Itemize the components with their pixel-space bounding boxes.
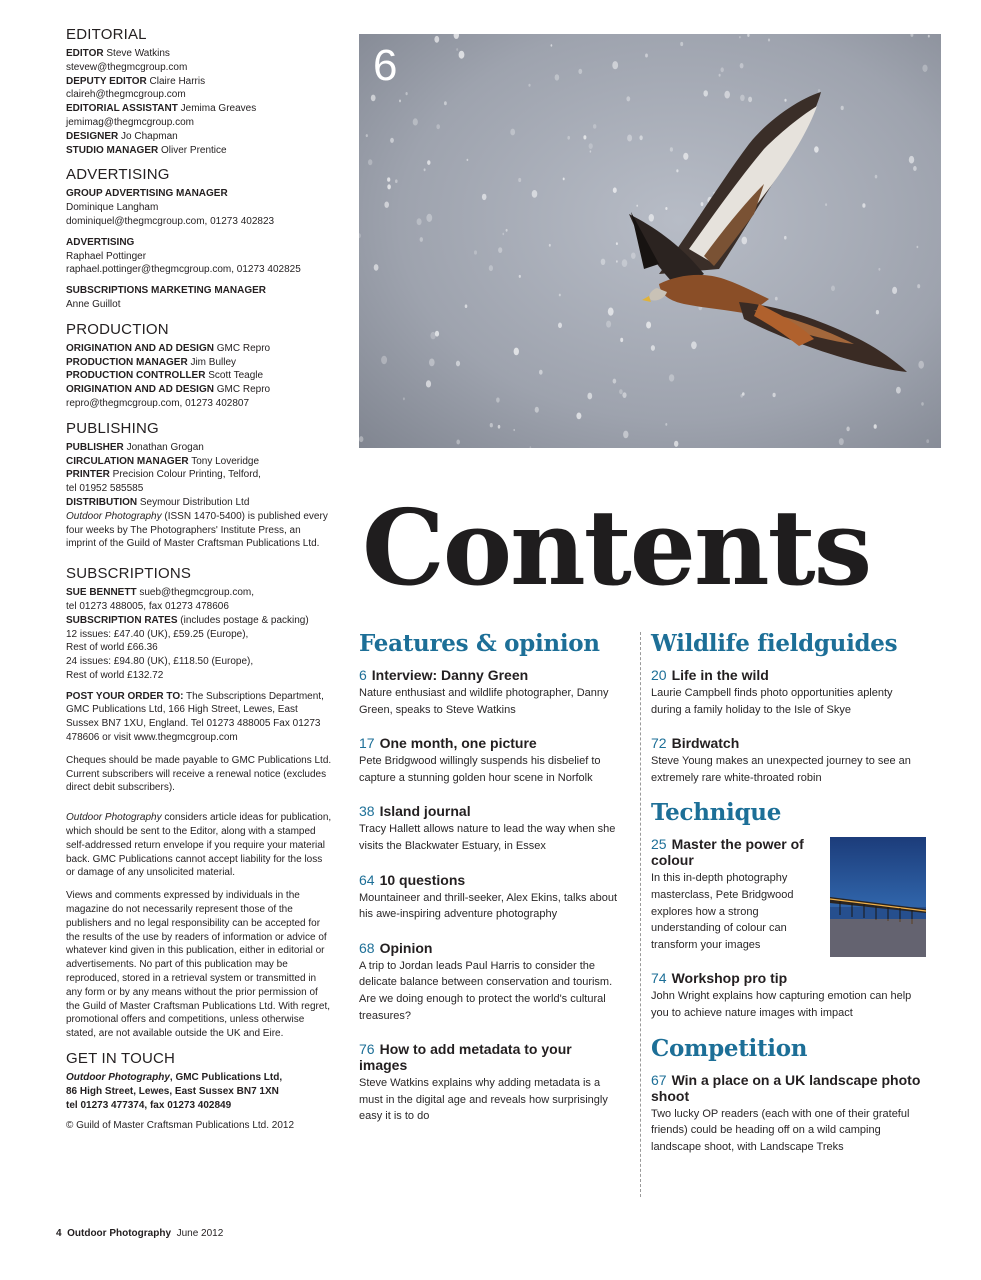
snowflake: [427, 160, 430, 165]
snowflake: [649, 214, 654, 222]
rates-list: [66, 628, 332, 683]
snowflake: [814, 146, 819, 152]
touch-line-2: 86 High Street, Lewes, East Sussex BN7 1XN: [66, 1085, 279, 1097]
credit-line: [66, 47, 332, 61]
wildlife-list: [651, 667, 926, 786]
snowflake: [368, 159, 372, 165]
rate-line: Rest of world £66.36: [66, 642, 158, 654]
snowflake: [593, 124, 596, 129]
footer-page-number: 4: [56, 1228, 62, 1239]
credit-value: GMC Repro: [213, 342, 271, 354]
item-page-number: 76: [359, 1041, 375, 1058]
credit-role: EDITORIAL ASSISTANT: [66, 103, 178, 115]
contents-item[interactable]: [651, 970, 926, 1021]
snowflake: [665, 207, 667, 210]
snowflake: [384, 202, 389, 208]
snowflake: [513, 429, 515, 431]
snowflake: [665, 423, 667, 426]
snowflake: [874, 424, 877, 429]
item-page-number: 64: [359, 871, 375, 888]
snowflake: [619, 389, 623, 394]
item-heading: [651, 667, 926, 683]
snowflake: [616, 260, 618, 262]
credit-value: Scott Teagle: [205, 370, 264, 382]
item-page-number: 38: [359, 803, 375, 820]
credit-role: EDITOR: [66, 48, 104, 59]
snowflake: [549, 244, 551, 247]
credit-value: stevew@thegmcgroup.com: [66, 61, 188, 73]
wildlife-heading: Wildlife fieldguides: [651, 630, 898, 657]
item-description: Steve Young makes an unexpected journey to see an extremely rare white-throated robin: [651, 755, 911, 784]
credit-role: DESIGNER: [66, 130, 119, 142]
credit-line: [66, 116, 332, 130]
item-description: Laurie Campbell finds photo opportunities aplenty during a family holiday to the Isle of Skye: [651, 687, 893, 716]
item-title: Master the power of colour: [651, 836, 804, 869]
features-list: [359, 667, 621, 1125]
snowflake: [613, 187, 617, 193]
ad-name: Raphael Pottinger: [66, 250, 147, 262]
credit-value: Claire Harris: [146, 75, 206, 87]
credit-role: DEPUTY EDITOR: [66, 75, 147, 87]
snowflake: [496, 397, 500, 402]
contents-item[interactable]: [651, 667, 926, 718]
snowflake: [381, 356, 387, 364]
snowflake: [436, 124, 440, 129]
competition-list: [651, 1072, 926, 1156]
snowflake: [528, 84, 530, 87]
snowflake: [921, 402, 924, 406]
credit-value: Jim Bulley: [187, 356, 237, 368]
credit-role: PRINTER: [66, 469, 110, 481]
snowflake: [555, 74, 560, 80]
item-description: Mountaineer and thrill-seeker, Alex Ekins, talks about his awe-inspiring adventure photography: [359, 891, 618, 921]
snowflake: [841, 106, 844, 110]
snowflake: [606, 321, 611, 328]
snowflake: [608, 308, 614, 316]
snowflake: [390, 138, 394, 143]
production-list: [66, 342, 332, 411]
snowflake: [387, 177, 390, 181]
snowflake: [701, 202, 704, 206]
snowflake: [467, 159, 469, 161]
credit-value: Steve Watkins: [103, 48, 170, 59]
snowflake: [518, 178, 521, 182]
sue-tel: tel 01273 488005, fax 01273 478606: [66, 600, 229, 612]
snowflake: [626, 96, 630, 101]
credit-line: [66, 144, 332, 158]
item-title: Win a place on a UK landscape photo shoot: [651, 1071, 921, 1104]
snowflake: [465, 304, 468, 308]
snowflake: [875, 175, 878, 179]
touch-line-1: Outdoor Photography, GMC Publications Ltd,: [66, 1072, 283, 1084]
cheques-note: Cheques should be made payable to GMC Publications Ltd. Current subscribers will receive a renewal notice (excludes direct debit subscribers).: [66, 754, 332, 794]
credit-line: [66, 61, 332, 75]
snowflake: [773, 393, 776, 397]
ad-contact: raphael.pottinger@thegmcgroup.com, 01273 402825: [66, 264, 301, 276]
snowflake: [532, 190, 538, 198]
snowflake: [748, 97, 752, 103]
snowflake: [876, 310, 879, 314]
snowflake: [825, 203, 827, 206]
snowflake: [909, 156, 914, 164]
snowflake: [429, 359, 435, 367]
snowflake: [456, 48, 458, 51]
snowflake: [612, 61, 618, 69]
contents-item[interactable]: [359, 803, 621, 854]
snowflake: [768, 39, 770, 42]
snowflake: [683, 153, 688, 160]
snowflake: [740, 95, 745, 101]
snowflake: [784, 236, 787, 240]
snowflake: [559, 294, 561, 297]
credit-role: DISTRIBUTION: [66, 496, 138, 508]
ad-group-name: Dominique Langham: [66, 202, 159, 214]
snowflake: [922, 65, 927, 72]
item-page-number: 67: [651, 1071, 667, 1088]
red-kite-in-snow-image: [359, 34, 941, 448]
credit-role: ORIGINATION AND AD DESIGN: [66, 384, 214, 396]
subs-mktg-title: SUBSCRIPTIONS MARKETING MANAGER: [66, 285, 267, 297]
credit-value: Jo Chapman: [118, 130, 178, 142]
snowflake: [878, 268, 880, 271]
subs-mktg-name: Anne Guillot: [66, 298, 121, 310]
snowflake: [613, 379, 617, 384]
item-description: John Wright explains how capturing emotion can help you to achieve nature images with impact: [651, 990, 912, 1019]
snowflake: [669, 374, 674, 381]
credit-role: PRODUCTION MANAGER: [66, 356, 188, 368]
item-title: Opinion: [379, 939, 433, 956]
views-note: Views and comments expressed by individuals in the magazine do not necessarily represent those of the publishers and no legal responsibility can be accepted for the results of the use by readers of information or advice of whatever kind given in this publication, either in editorial or advertisements. No part of this publication may be reproduced, stored in a retrieval system or transmitted in any form or by any means without the prior permission of the Guild of Master Craftsman Publications Ltd. With regret, promotional offers and competitions, unless otherwise stated, are not available outside the UK and Eire.: [66, 890, 330, 1040]
snowflake: [498, 425, 501, 429]
credit-line: [66, 482, 332, 496]
snowflake: [456, 440, 460, 445]
features-column: [359, 630, 621, 1142]
snowflake: [818, 89, 820, 92]
item-description: Two lucky OP readers (each with one of their grateful friends) could be heading off on a wild camping landscape shoot, with Landscape Treks: [651, 1107, 910, 1153]
snowflake: [567, 136, 570, 140]
credit-value: tel 01952 585585: [66, 483, 144, 495]
technique-block: [651, 836, 926, 1021]
item-title: Island journal: [379, 803, 471, 820]
snowflake: [456, 361, 460, 367]
credit-line: [66, 342, 332, 356]
snowflake: [631, 253, 636, 259]
item-title: 10 questions: [379, 871, 466, 888]
subscriptions-heading: SUBSCRIPTIONS: [66, 565, 192, 583]
sue-line: SUE BENNETT sueb@thegmcgroup.com,: [66, 587, 254, 599]
credit-value: GMC Repro: [213, 384, 271, 396]
publishing-note: Outdoor Photography (ISSN 1470-5400) is published every four weeks by The Photographers' Institute Press, an imprint of the Guild of Master Craftsman Publications Ltd.: [66, 510, 328, 550]
snowflake: [620, 338, 623, 342]
rate-line: 24 issues: £94.80 (UK), £118.50 (Europe),: [66, 656, 254, 668]
credit-value: Jemima Greaves: [177, 103, 257, 115]
snowflake: [917, 246, 919, 248]
item-description: Steve Watkins explains why adding metadata is a must in the digital age and reveals how surprisingly easy it is to do: [359, 1077, 608, 1123]
contents-item[interactable]: [651, 735, 926, 786]
technique-heading: Technique: [651, 799, 782, 827]
item-description: A trip to Jordan leads Paul Harris to consider the delicate balance between conservation and tourism. Are we doing enough to protect the world's cultural treasures?: [359, 959, 613, 1022]
item-heading: [651, 836, 823, 868]
snowflake: [406, 92, 408, 95]
snowflake: [721, 67, 724, 72]
snowflake: [703, 90, 708, 96]
snowflake: [831, 286, 835, 292]
snowflake: [590, 150, 592, 152]
credit-role: PRODUCTION CONTROLLER: [66, 370, 206, 382]
credit-line: [66, 397, 332, 411]
snowflake: [510, 129, 515, 136]
snowflake: [417, 218, 422, 225]
item-description: Nature enthusiast and wildlife photographer, Danny Green, speaks to Steve Watkins: [359, 687, 609, 716]
credit-line: [66, 88, 332, 102]
cover-page-number: 6: [373, 41, 398, 90]
snowflake: [670, 147, 673, 151]
snowflake: [645, 54, 648, 58]
credit-line: [66, 455, 332, 469]
snowflake: [435, 331, 439, 337]
rates-line: SUBSCRIPTION RATES (includes postage & packing): [66, 614, 309, 626]
item-title: One month, one picture: [379, 735, 537, 752]
advertising-heading: ADVERTISING: [66, 166, 170, 184]
item-description: In this in-depth photography masterclass, Pete Bridgwood explores how a strong understanding of colour can transform your images: [651, 872, 794, 951]
snowflake: [918, 361, 924, 369]
snowflake: [742, 237, 748, 245]
snowflake: [926, 439, 929, 443]
touch-line-3: tel 01273 477374, fax 01273 402849: [66, 1099, 232, 1111]
publishing-heading: PUBLISHING: [66, 419, 159, 437]
contents-item[interactable]: [359, 735, 621, 786]
snowflake: [587, 393, 592, 400]
editorial-heading: EDITORIAL: [66, 26, 147, 43]
contents-item[interactable]: [359, 940, 621, 1024]
snowflake: [420, 237, 423, 242]
snowflake: [403, 397, 405, 400]
page-footer: [56, 1228, 223, 1240]
publishing-list: [66, 441, 332, 510]
snowflake: [583, 135, 586, 139]
item-heading: [359, 872, 621, 888]
snowflake: [395, 179, 398, 183]
features-heading: Features & opinion: [359, 630, 600, 657]
item-title: Life in the wild: [671, 667, 769, 683]
credit-line: [66, 383, 332, 397]
item-title: Workshop pro tip: [671, 970, 788, 987]
item-heading: [359, 735, 621, 751]
snowflake: [366, 134, 368, 137]
credit-line: [66, 441, 332, 455]
snowflake: [589, 143, 593, 149]
footer-magazine: Outdoor Photography: [67, 1228, 172, 1239]
editorial-list: [66, 47, 332, 157]
snowflake: [775, 297, 778, 301]
post-order: POST YOUR ORDER TO: The Subscriptions Department, GMC Publications Ltd, 166 High Street, Lewes, East Sussex BN7 1XU, England. Tel 01273 488005 Fax 01273 478606 or visit www.thegmcgroup.com: [66, 690, 324, 744]
snowflake: [578, 69, 582, 74]
item-page-number: 25: [651, 836, 667, 853]
snowflake: [424, 168, 426, 171]
snowflake: [674, 441, 678, 447]
snowflake: [371, 95, 376, 102]
credit-value: Tony Loveridge: [188, 455, 260, 467]
copyright: © Guild of Master Craftsman Publications Ltd. 2012: [66, 1120, 295, 1132]
snowflake: [558, 323, 562, 329]
credit-line: [66, 75, 332, 89]
credit-value: Oliver Prentice: [158, 144, 227, 156]
snowflake: [917, 284, 920, 288]
snowflake: [616, 242, 618, 245]
item-page-number: 72: [651, 735, 667, 752]
contents-item[interactable]: [651, 1072, 926, 1156]
snowflake: [514, 348, 519, 356]
hero-photo-red-kite: [359, 34, 941, 448]
contents-title: Contents: [362, 486, 871, 609]
pier-at-dusk-thumbnail: [830, 837, 926, 957]
rate-line: Rest of world £132.72: [66, 669, 164, 681]
item-page-number: 17: [359, 735, 375, 752]
credit-line: [66, 369, 332, 383]
item-description: Pete Bridgwood willingly suspends his disbelief to capture a stunning golden hour scene in Norfolk: [359, 755, 601, 784]
snowflake: [563, 178, 565, 181]
snowflake: [896, 387, 901, 394]
credit-line: [66, 468, 332, 482]
snowflake: [862, 203, 865, 208]
snowflake: [474, 250, 477, 254]
credit-value: Seymour Distribution Ltd: [137, 496, 250, 508]
item-page-number: 74: [651, 970, 667, 987]
ad-group-title: GROUP ADVERTISING MANAGER: [66, 188, 228, 200]
snowflake: [502, 233, 504, 236]
item-heading: [651, 1072, 926, 1104]
item-heading: [651, 735, 926, 751]
item-page-number: 6: [359, 667, 367, 683]
credit-role: CIRCULATION MANAGER: [66, 455, 189, 467]
right-column: [651, 630, 926, 1172]
item-heading: [359, 940, 621, 956]
snowflake: [739, 36, 741, 38]
snowflake: [622, 259, 628, 267]
contents-item[interactable]: [359, 1041, 621, 1125]
credit-role: STUDIO MANAGER: [66, 144, 159, 156]
snowflake: [519, 275, 521, 278]
snowflake: [535, 407, 539, 413]
snowflake: [928, 35, 930, 38]
snowflake: [646, 322, 651, 329]
item-heading: [651, 970, 926, 986]
item-description: Tracy Hallett allows nature to lead the way when she visits the Blackwater Estuary, in Essex: [359, 823, 616, 852]
item-page-number: 68: [359, 939, 375, 956]
snowflake: [839, 438, 844, 445]
snowflake: [498, 247, 502, 253]
ad-group-contact: dominiquel@thegmcgroup.com, 01273 402823: [66, 215, 275, 227]
get-in-touch-heading: GET IN TOUCH: [66, 1050, 176, 1068]
ad-title: ADVERTISING: [66, 236, 135, 248]
snowflake: [846, 427, 849, 432]
snowflake: [374, 264, 379, 271]
credit-line: [66, 130, 332, 144]
snowflake: [482, 194, 487, 200]
snowflake: [489, 265, 493, 271]
credit-role: PUBLISHER: [66, 441, 124, 453]
snowflake: [434, 36, 439, 43]
item-page-number: 20: [651, 667, 667, 683]
snowflake: [913, 166, 917, 171]
snowflake: [651, 345, 655, 351]
snowflake: [719, 74, 721, 77]
production-heading: PRODUCTION: [66, 320, 169, 338]
masthead-column: [66, 26, 332, 1133]
snowflake: [387, 184, 391, 189]
credit-line: [66, 356, 332, 370]
credit-value: Precision Colour Printing, Telford,: [109, 469, 261, 481]
snowflake: [601, 259, 606, 265]
contents-item[interactable]: [359, 872, 621, 923]
rate-line: 12 issues: £47.40 (UK), £59.25 (Europe),: [66, 628, 249, 640]
snowflake: [539, 370, 543, 375]
considers-note: Outdoor Photography considers article ideas for publication, which should be sent to the Editor, along with a stamped self-addressed return envelope if you require your material back. GMC Publications cannot accept liability for the loss or damage of any unsolicited material.: [66, 812, 332, 879]
snowflake: [459, 51, 465, 59]
footer-date: June 2012: [176, 1228, 224, 1239]
contents-item[interactable]: [359, 667, 621, 718]
snowflake: [506, 229, 508, 232]
snowflake: [576, 413, 581, 420]
snowflake: [892, 287, 897, 294]
snowflake: [740, 394, 743, 398]
credit-value: jemimag@thegmcgroup.com: [66, 116, 194, 128]
snowflake: [740, 63, 744, 68]
credit-line: [66, 496, 332, 510]
snowflake: [724, 91, 730, 99]
snowflake: [359, 436, 363, 442]
snowflake: [784, 99, 786, 102]
credit-value: Jonathan Grogan: [123, 441, 204, 453]
snowflake: [691, 341, 697, 349]
snowflake: [490, 423, 493, 427]
snowflake: [627, 135, 632, 142]
credit-role: ORIGINATION AND AD DESIGN: [66, 342, 214, 354]
snowflake: [622, 392, 626, 398]
item-heading: [359, 667, 621, 683]
item-title: Birdwatch: [671, 735, 740, 752]
snowflake: [639, 135, 642, 140]
credit-value: claireh@thegmcgroup.com: [66, 89, 186, 101]
snowflake: [426, 214, 432, 222]
credit-value: repro@thegmcgroup.com, 01273 402807: [66, 397, 250, 409]
snowflake: [444, 101, 447, 105]
item-heading: [359, 803, 621, 819]
item-title: How to add metadata to your images: [359, 1041, 572, 1074]
item-heading: [359, 1041, 621, 1073]
item-title: Interview: Danny Green: [371, 667, 529, 683]
snowflake: [551, 44, 553, 47]
snowflake: [623, 431, 628, 439]
column-divider: [640, 632, 641, 1197]
snowflake: [413, 118, 418, 125]
competition-heading: Competition: [651, 1034, 808, 1062]
snowflake: [680, 42, 683, 46]
snowflake: [636, 205, 638, 207]
snowflake: [399, 100, 401, 103]
credit-line: [66, 102, 332, 116]
snowflake: [426, 380, 431, 387]
snowflake: [676, 169, 678, 172]
